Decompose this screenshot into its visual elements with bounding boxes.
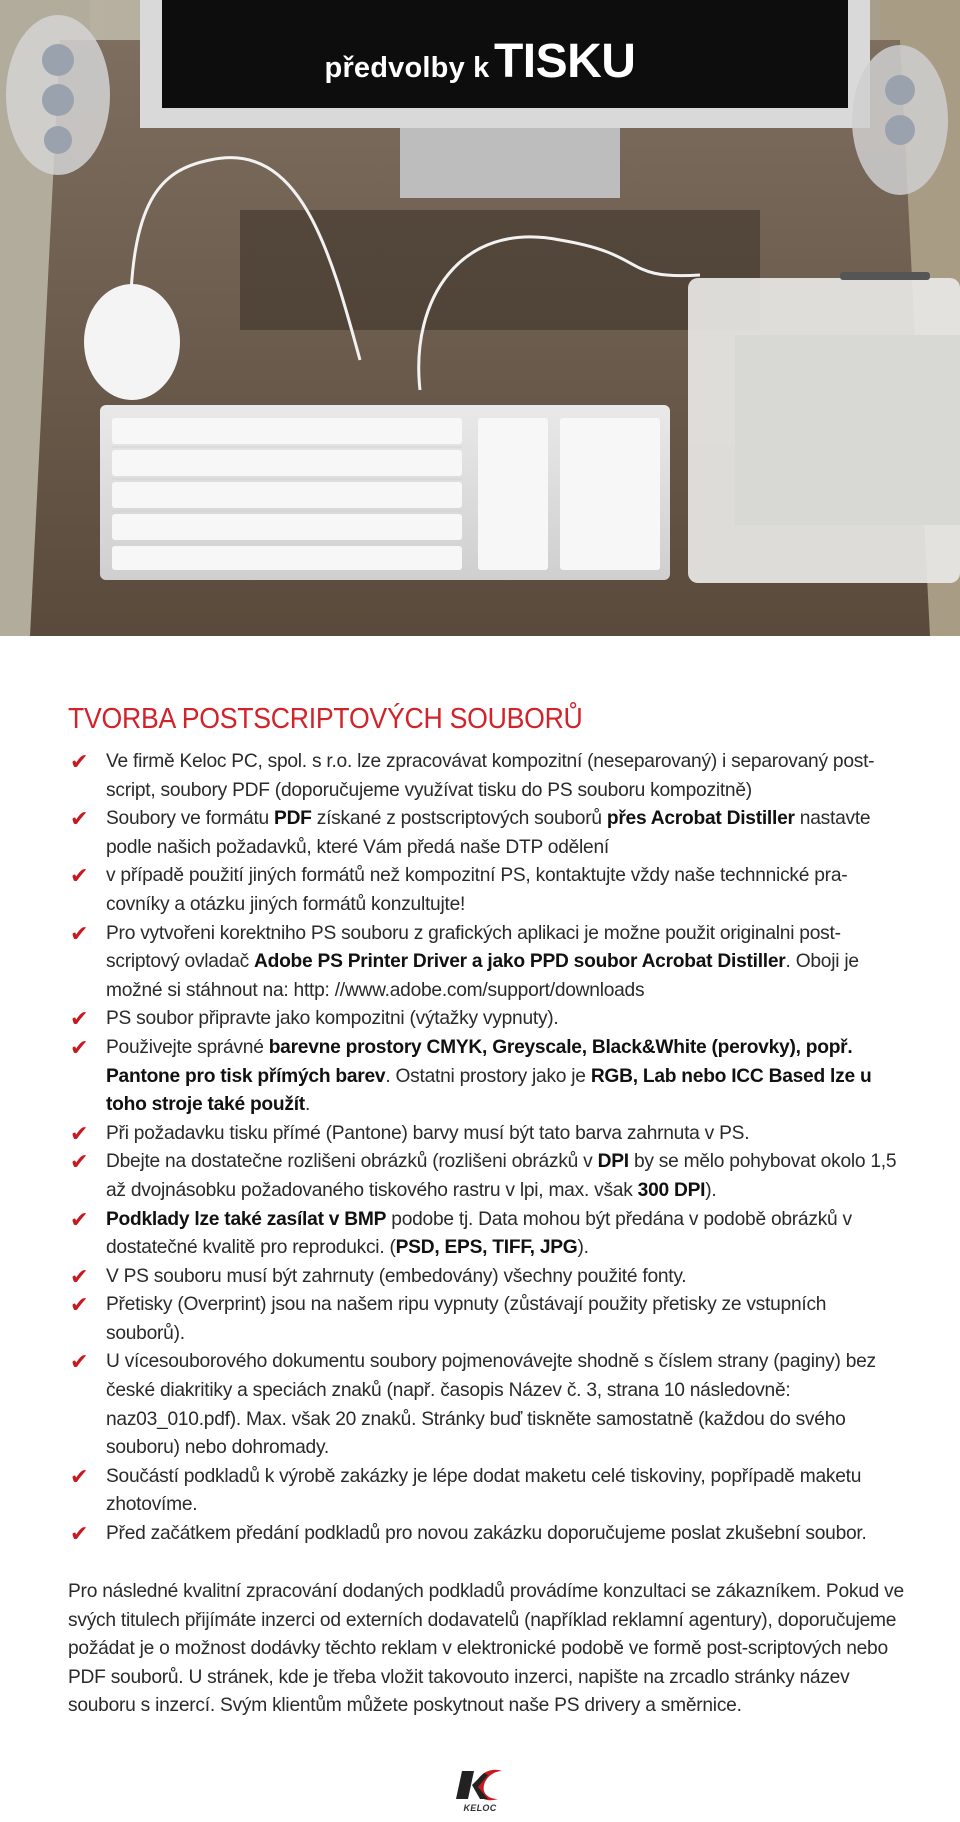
list-item-text (106, 1520, 908, 1549)
list-item (68, 748, 908, 805)
check-icon: ✔ (70, 1349, 89, 1375)
list-item-text (106, 1348, 908, 1462)
keloc-logo-icon (454, 1765, 506, 1805)
list-item (68, 1206, 908, 1263)
text-run: by se mělo pohybovat okolo 1,5 až dvojnásobku požadovaného tiskového rastru v lpi, max. však (106, 1151, 897, 1201)
logo-text: KELOC (463, 1803, 497, 1813)
list-item-text (106, 805, 908, 862)
text-run: Ve firmě Keloc PC, spol. s r.o. lze zpracovávat kompozitní (neseparovaný) i separovaný post-script, soubory PDF (doporučujeme využívat tisku do PS souboru kompozitně) (106, 751, 875, 801)
list-item (68, 1034, 908, 1120)
emphasis-text: barevne prostory CMYK, Greyscale, Black&White (perovky), popř. Pantone pro tisk přímých barev (106, 1036, 853, 1087)
hero-title-small: předvolby k (324, 52, 490, 84)
list-item-text (106, 1120, 908, 1149)
list-item (68, 1263, 908, 1292)
list-item-text (106, 1034, 908, 1120)
emphasis-text: přes Acrobat Distiller (606, 808, 795, 830)
list-item (68, 1291, 908, 1348)
emphasis-text: DPI (597, 1151, 629, 1173)
emphasis-text: PDF (274, 808, 312, 830)
emphasis-text: Adobe PS Printer Driver a jako PPD soubor Acrobat Distiller (254, 951, 786, 973)
text-run: Pro vytvořeni korektniho PS souboru z grafických aplikaci je možne použit originalni post-scriptový ovladač (106, 922, 841, 973)
text-run: Použivejte správné (106, 1036, 269, 1058)
text-run: Dbejte na dostatečne rozlišeni obrázků (rozlišeni obrázků v (106, 1151, 598, 1173)
text-run: V PS souboru musí být zahrnuty (embedovány) všechny použité fonty. (106, 1265, 687, 1287)
list-item-text (106, 1463, 908, 1520)
list-item (68, 920, 908, 1006)
check-icon: ✔ (70, 1006, 89, 1032)
list-item-text (106, 1206, 908, 1263)
list-item (68, 1120, 908, 1149)
text-run: Součástí podkladů k výrobě zakázky je lépe dodat maketu celé tiskoviny, popřípadě maketu zhotovíme. (106, 1465, 862, 1516)
check-icon: ✔ (70, 749, 89, 774)
text-run: Před začátkem předání podkladů pro novou zakázku doporučujeme poslat zkušební soubor. (106, 1523, 867, 1545)
list-item (68, 1005, 908, 1034)
closing-paragraph: Pro následné kvalitní zpracování dodaných podkladů provádíme konzultaci se zákazníkem. Pokud ve svých titulech přijímáte inzerci od externích dodavatelů (například reklamní agentury), doporučujeme požádat je o možnost dodávky těchto reklam v elektronické podobě ve formě post-scriptových nebo PDF souborů. U stránek, kde je třeba vložit takovouto inzerci, napište na zrcadlo stránky název souboru s inzercí. Svým klientům můžete poskytnout naše PS drivery a směrnice. (68, 1581, 904, 1717)
desk-illustration (0, 0, 960, 636)
check-icon: ✔ (70, 863, 89, 889)
text-run: . (304, 1094, 311, 1116)
text-run: ). (577, 1237, 589, 1259)
check-icon: ✔ (70, 806, 89, 832)
check-icon: ✔ (70, 1149, 89, 1175)
hero-photo (0, 0, 960, 636)
list-item-text (106, 862, 908, 919)
list-item (68, 1463, 908, 1520)
text-run: podobe tj. Data mohou být předána v podobě obrázků v dostatečné kvalitě pro reprodukci. ( (106, 1208, 852, 1259)
list-item-text (106, 920, 908, 1006)
check-icon: ✔ (70, 1292, 89, 1318)
list-item-text (106, 748, 908, 805)
guidelines-list (68, 748, 908, 1549)
text-run: získané z postscriptových souborů (311, 808, 607, 830)
check-icon: ✔ (70, 1521, 89, 1547)
text-run: Přetisky (Overprint) jsou na našem ripu vypnuty (zůstávají použity přetisky ze vstupních souborů). (106, 1294, 827, 1344)
text-run: PS soubor připravte jako kompozitni (výtažky vypnuty). (106, 1008, 559, 1030)
section-title: TVORBA POSTSCRIPTOVÝCH SOUBORŮ (68, 703, 583, 736)
text-run: U vícesouborového dokumentu soubory pojmenovávejte shodně s číslem strany (paginy) bez české diakritiky a speciách znaků (např. časopis Název č. 3, strana 10 následovně: naz03_010.pdf). Max. však 20 znaků. Stránky buď tiskněte samostatně (každou do svého souboru) nebo dohromady. (106, 1351, 876, 1459)
hero-title (0, 34, 960, 89)
text-run: Při požadavku tisku přímé (Pantone) barvy musí být tato barva zahrnuta v PS. (106, 1122, 750, 1144)
text-run: v případě použití jiných formátů než kompozitní PS, kontaktujte vždy naše technnické pra-covníky a otázku jiných formátů konzultujte! (106, 865, 848, 915)
check-icon: ✔ (70, 1263, 89, 1289)
emphasis-text: RGB, Lab nebo ICC Based lze u toho stroje také použít (106, 1065, 872, 1116)
emphasis-text: PSD, EPS, TIFF, JPG (395, 1237, 578, 1259)
text-run: nastavte podle našich požadavků, které Vám předá naše DTP odělení (106, 808, 871, 858)
list-item-text (106, 1263, 908, 1292)
list-item (68, 805, 908, 862)
text-run: Soubory ve formátu (106, 808, 275, 830)
check-icon: ✔ (70, 1206, 89, 1232)
check-icon: ✔ (70, 1463, 89, 1489)
hero-title-big: TISKU (493, 35, 636, 88)
list-item (68, 862, 908, 919)
text-run: ). (705, 1179, 717, 1201)
keloc-logo (454, 1765, 506, 1817)
emphasis-text: 300 DPI (637, 1179, 706, 1201)
list-item (68, 1520, 908, 1549)
list-item (68, 1348, 908, 1462)
list-item (68, 1148, 908, 1205)
list-item-text (106, 1291, 908, 1348)
text-run: . Ostatni prostory jako je (385, 1065, 591, 1087)
check-icon: ✔ (70, 1120, 89, 1146)
text-run: . Oboji je možné si stáhnout na: http: //www.adobe.com/support/downloads (106, 951, 859, 1001)
list-item-text (106, 1148, 908, 1205)
list-item-text (106, 1005, 908, 1034)
check-icon: ✔ (70, 920, 89, 946)
emphasis-text: Podklady lze také zasílat v BMP (106, 1208, 387, 1230)
check-icon: ✔ (70, 1034, 89, 1060)
